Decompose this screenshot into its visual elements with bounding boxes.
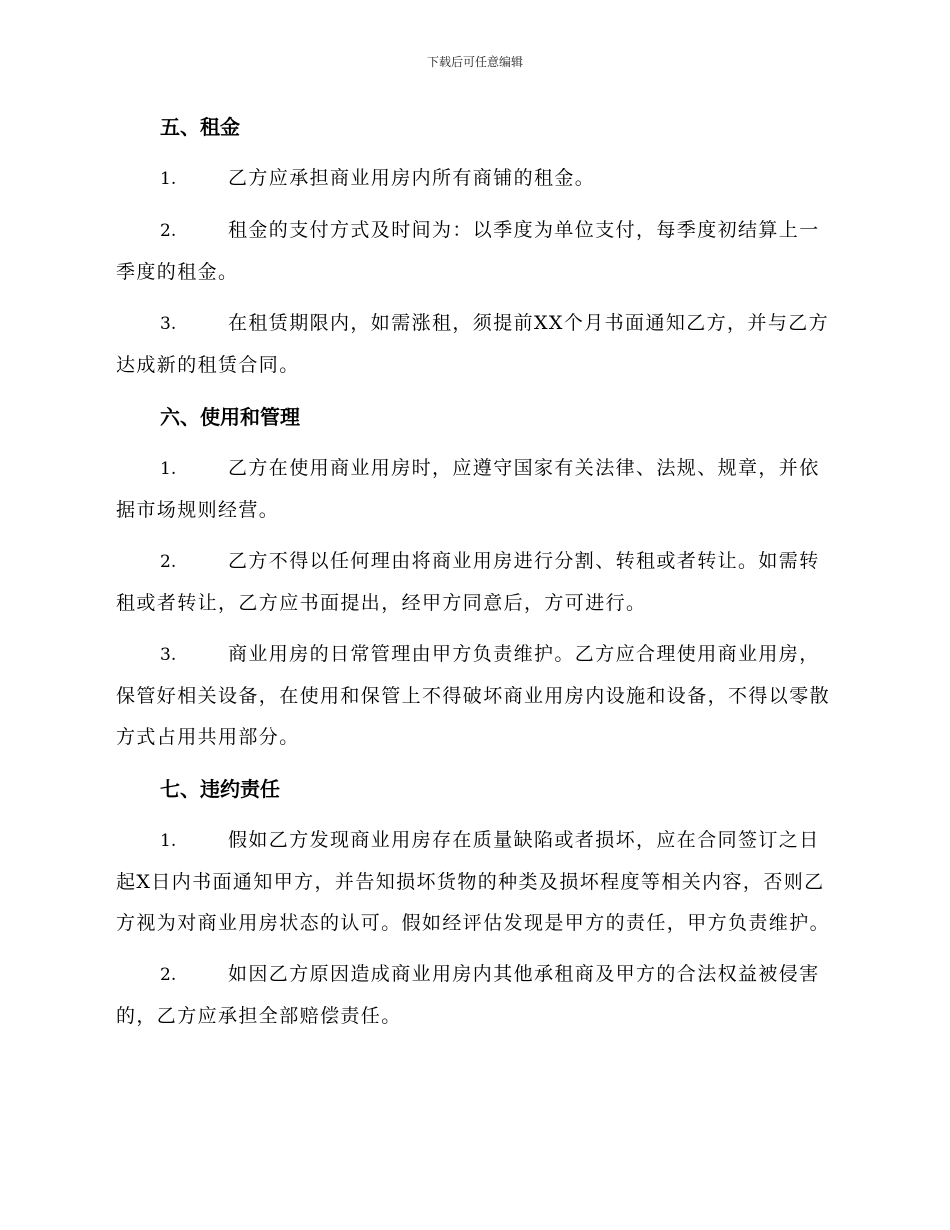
clause-number: 1. <box>160 169 177 189</box>
clause-number: 1. <box>160 831 177 851</box>
clause-text: 假如乙方发现商业用房存在质量缺陷或者损坏，应在合同签订之日起X日内书面通知甲方，并告知损坏货物的种类及损坏程度等相关内容，否则乙方视为对商业用房状态的认可。假如经评估发现是甲方的责任，甲方负责维护。 <box>116 829 831 934</box>
clause-6-2 <box>116 541 838 624</box>
clause-text: 乙方在使用商业用房时，应遵守国家有关法律、法规、规章，并依据市场规则经营。 <box>116 457 820 521</box>
clause-6-1 <box>116 448 838 531</box>
section-heading-breach-liability: 七、违约责任 <box>160 777 280 801</box>
clause-7-1 <box>116 820 838 944</box>
clause-5-1 <box>116 158 838 200</box>
document-body <box>116 106 838 1037</box>
clause-number: 2. <box>160 965 177 985</box>
clause-number: 3. <box>160 645 177 665</box>
section-heading-rent: 五、租金 <box>160 115 240 139</box>
clause-number: 2. <box>160 221 177 241</box>
page-header: 下载后可任意编辑 <box>426 55 523 69</box>
clause-7-2 <box>116 954 838 1037</box>
clause-text: 在租赁期限内，如需涨租，须提前XX个月书面通知乙方，并与乙方达成新的租赁合同。 <box>116 312 830 376</box>
clause-6-3 <box>116 634 838 758</box>
section-heading-use-management: 六、使用和管理 <box>160 405 300 429</box>
clause-5-2 <box>116 210 838 293</box>
clause-number: 2. <box>160 552 177 572</box>
clause-text: 租金的支付方式及时间为：以季度为单位支付，每季度初结算上一季度的租金。 <box>116 219 820 283</box>
clause-5-3 <box>116 303 838 386</box>
clause-text: 乙方应承担商业用房内所有商铺的租金。 <box>228 167 596 189</box>
clause-number: 1. <box>160 459 177 479</box>
clause-text: 商业用房的日常管理由甲方负责维护。乙方应合理使用商业用房，保管好相关设备，在使用和保管上不得破坏商业用房内设施和设备，不得以零散方式占用共用部分。 <box>116 643 831 748</box>
clause-text: 乙方不得以任何理由将商业用房进行分割、转租或者转让。如需转租或者转让，乙方应书面提出，经甲方同意后，方可进行。 <box>116 550 820 614</box>
clause-text: 如因乙方原因造成商业用房内其他承租商及甲方的合法权益被侵害的，乙方应承担全部赔偿责任。 <box>116 963 820 1027</box>
clause-number: 3. <box>160 314 177 334</box>
